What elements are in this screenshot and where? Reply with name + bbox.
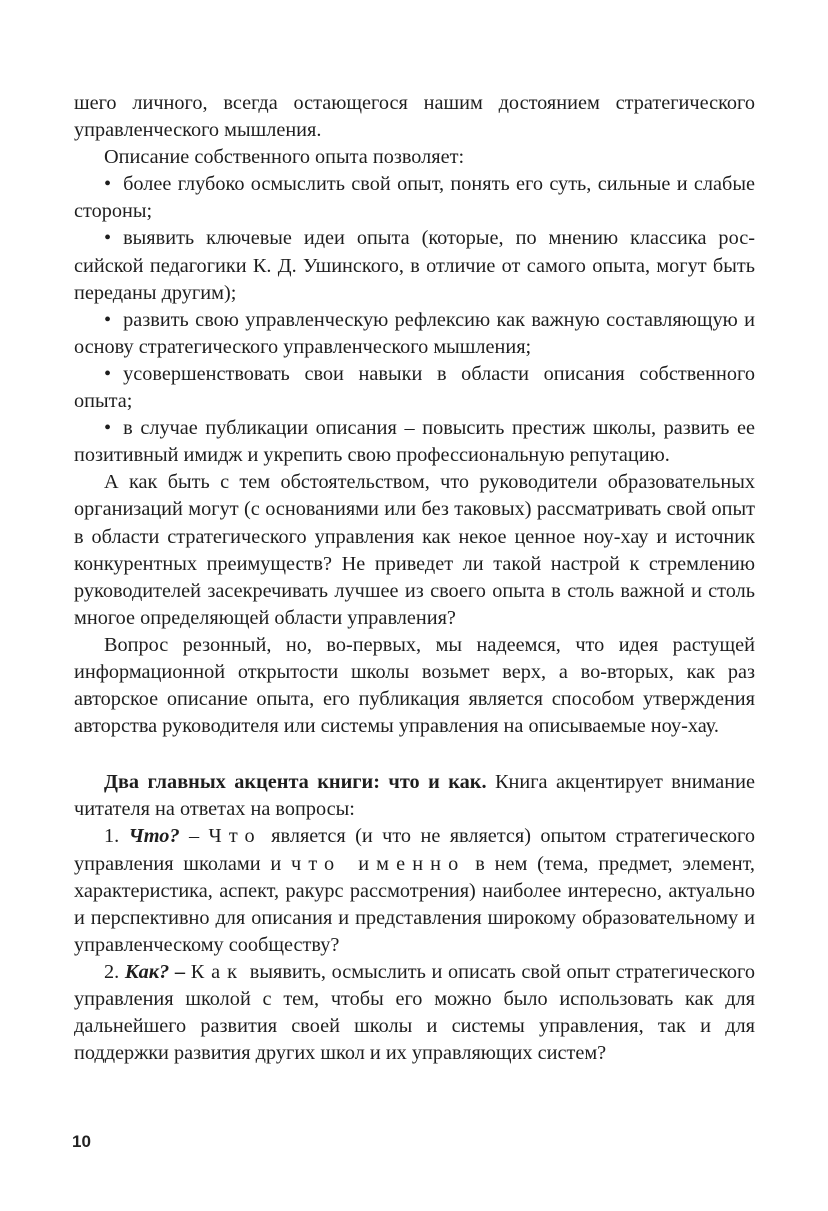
item-dash: – [169,960,191,983]
spaced-emphasis: Что [208,825,262,848]
section-intro: Книга акцентирует внимание читателя на ответах на вопросы: [74,771,755,821]
item-text: является (и что не является) опытом стратегического управления школами и [74,825,756,875]
section-heading: Два главных акцента книги: что и как. [104,771,487,794]
numbered-item [74,823,755,958]
section-paragraph [74,769,755,823]
item-question: Как? [124,960,170,983]
numbered-item [74,959,755,1067]
paragraph: А как быть с тем обстоятельством, что руководители образовательных организаций могут (с основаниями или без таковых) рассматривать свой опыт в области стратегического управления как некое ценное ноу-хау и источник конкурентных преимуществ? Не приведет ли такой настрой к стремлению руководителей засекречивать лучшее из своего опыта в столь важной и столь многое определяющей области управления? [74,471,755,629]
bullet-item: • более глубоко осмыслить свой опыт, понять его суть, сильные и слабые стороны; [74,171,755,225]
bullet-item: • выявить ключевые идеи опыта (которые, по мнению классика российской педагогики К. Д. Ушинского, в отличие от самого опыта, могут быть переданы другим); [74,225,755,306]
bullet-item: • в случае публикации описания – повысить престиж школы, развить ее позитивный имидж и укрепить свою профессиональную репутацию. [74,415,755,469]
section-spacer [74,740,755,769]
item-number: 1. [104,825,129,848]
paragraph: Вопрос резонный, но, во-первых, мы надеемся, что идея растущей информационной открытости школы возьмет верх, а во-вторых, как раз авторское описание опыта, его публикация является способом утверждения авторства руководителя или системы управления на описываемые ноу-хау. [74,633,755,738]
page-number: 10 [72,1132,91,1151]
item-question: Что? [128,825,180,848]
bullet-item: • развить свою управленческую рефлексию как важную составляющую и основу стратегического управленческого мышления; [74,307,755,361]
item-text: выявить, осмыслить и описать свой опыт стратегического управления школой с тем, чтобы его можно было использовать как для дальнейшего развития своей школы и системы управления, так и для поддержки развития других школ и их управляющих систем? [74,960,756,1065]
paragraph-continued: шего личного, всегда остающегося нашим достоянием стратегического управленческого мышления. [74,92,755,142]
spaced-emphasis: что именно [291,852,466,875]
item-text: в нем (тема, предмет, элемент, характеристика, аспект, ракурс рассмотрения) наиболее интересно, актуально и перспективно для описания и представления широкому образовательному и управленческому сообществу? [74,852,755,956]
page-body [74,90,755,1067]
spaced-emphasis: Как [190,960,245,983]
item-dash: – [179,825,209,848]
paragraph-lead-in: Описание собственного опыта позволяет: [104,146,465,169]
bullet-item: • усовершенствовать свои навыки в области описания собственного опыта; [74,361,755,415]
item-number: 2. [104,960,125,983]
